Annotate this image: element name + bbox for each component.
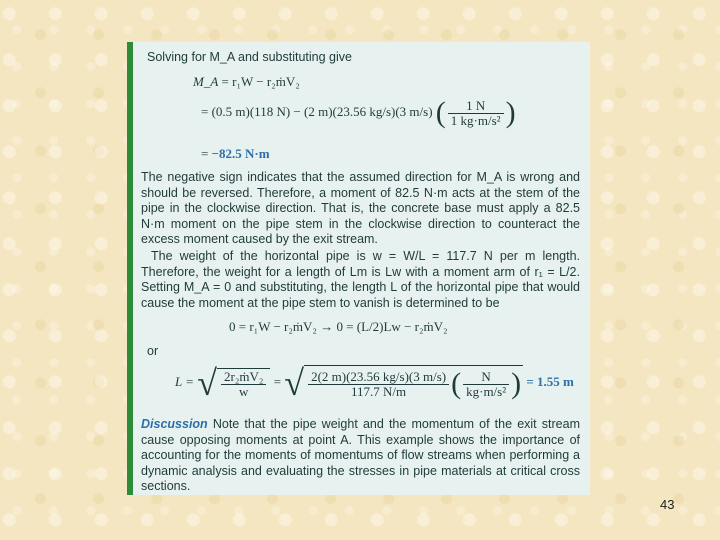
equation-zero-moment: 0 = r₁W − r₂ṁV₂ → 0 = (L/2)Lw − r₂ṁV₂ — [229, 319, 448, 334]
radical-icon-2: √ — [284, 363, 305, 403]
intro-text: Solving for M_A and substituting give — [147, 50, 352, 64]
radicand-1-den: w — [239, 383, 249, 399]
paragraph-pipe-weight: The weight of the horizontal pipe is w = W/L = 117.7 N per m length. Therefore, the weight for a length of Lm is Lw with a moment arm of r₁ = L/2. Setting M_A = 0 and substituting, the length L of the horizontal pipe that would cause the moment at the pipe stem to vanish is determined to be — [141, 249, 580, 310]
unit-denominator-2: kg·m/s² — [466, 383, 507, 399]
discussion-text: Note that the pipe weight and the momentum of the exit stream cause opposing moments at point A. This example shows the importance of accounting for the moments of momentums of flow streams when performing a dynamic analysis and evaluating the stresses in pipe materials at critical cross sections. — [141, 417, 580, 494]
moment-rhs: = r₁W − r₂ṁV₂ — [221, 74, 300, 89]
or-text: or — [147, 344, 159, 358]
substitution-text: = (0.5 m)(118 N) − (2 m)(23.56 kg/s)(3 m/s) — [201, 103, 433, 119]
discussion-paragraph — [141, 417, 580, 495]
paren-close-2: ) — [511, 367, 522, 400]
paren-close: ) — [505, 96, 516, 129]
unit-numerator-2: N — [463, 370, 509, 385]
page-number: 43 — [660, 497, 675, 512]
paragraph-explanation: The negative sign indicates that the assumed direction for M_A is wrong and should be reversed. Therefore, a moment of 82.5 N·m acts at the stem of the pipe in the clockwise direction. That is, the concrete base must apply a 82.5 N·m moment on the pipe stem in the clockwise direction to counteract the excess moment caused by the exit stream. — [141, 170, 580, 247]
radicand-2-fraction — [308, 370, 449, 399]
unit-denominator: 1 kg·m/s² — [450, 112, 501, 128]
moment-result: −82.5 N·m — [211, 146, 270, 161]
equation-moment-definition — [193, 74, 300, 90]
paren-open: ( — [435, 96, 446, 129]
radicand-1-num: 2r₂ṁV₂ — [221, 370, 266, 385]
discussion-label: Discussion — [141, 417, 208, 431]
moment-symbol: M_A — [193, 74, 219, 89]
textbook-panel — [127, 42, 590, 495]
equation-length — [175, 362, 574, 404]
radicand-2-den: 117.7 N/m — [351, 383, 407, 399]
radicand-2 — [304, 365, 523, 401]
unit-numerator: 1 N — [448, 99, 504, 114]
length-result: = 1.55 m — [526, 373, 574, 389]
length-lhs: L = — [175, 373, 195, 389]
unit-conversion-fraction — [448, 99, 504, 128]
equation-substitution — [201, 96, 516, 130]
paren-open-2: ( — [451, 367, 462, 400]
equation-result — [201, 146, 270, 162]
length-equals: = — [273, 373, 282, 389]
result-equals: = — [201, 146, 209, 161]
panel-content — [141, 46, 580, 494]
radical-icon: √ — [197, 363, 218, 403]
radicand-2-num: 2(2 m)(23.56 kg/s)(3 m/s) — [308, 370, 449, 385]
radicand-1 — [217, 368, 270, 399]
unit-fraction-2 — [463, 370, 509, 399]
radicand-1-fraction — [221, 370, 266, 399]
